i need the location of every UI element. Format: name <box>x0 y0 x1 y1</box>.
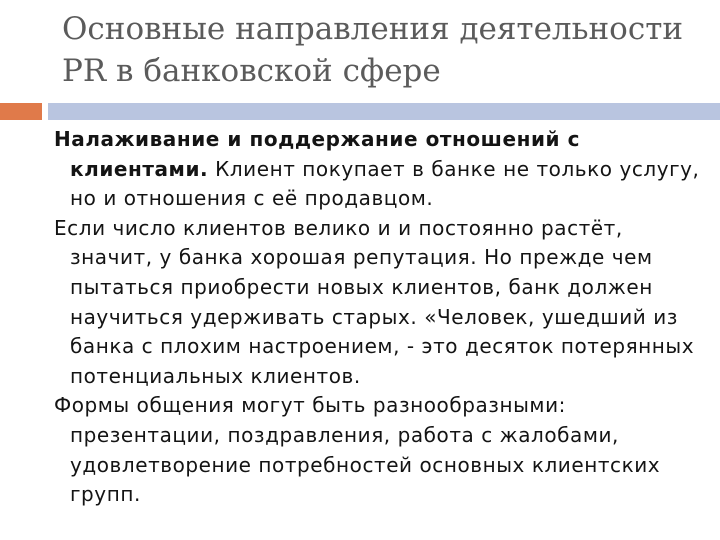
slide-body <box>54 125 704 510</box>
slide-title-line-2: PR в банковской сфере <box>62 53 441 89</box>
paragraph-reputation <box>54 214 704 392</box>
paragraph-text: Клиент покупает в банке не только услугу, но и отношения с её продавцом. <box>70 156 700 211</box>
paragraph-text: Если число клиентов велико и и постоянно растёт, значит, у банка хорошая репутация. Но прежде чем пытаться приобрести новых клиентов, банк должен научиться удерживать старых. «Человек, ушедший из банка с плохим настроением, - это десяток потерянных потенциальных клиентов. <box>54 215 695 388</box>
slide-title-line-1: Основные направления деятельности <box>62 11 683 47</box>
paragraph-bold-lead: Налаживание и поддержание отношений с клиентами. <box>54 127 580 181</box>
paragraph-relations <box>54 125 704 214</box>
slide-title <box>62 8 712 92</box>
accent-bar-orange <box>0 103 42 120</box>
accent-bar-blue <box>48 103 720 120</box>
paragraph-text: Формы общения могут быть разнообразными: презентации, поздравления, работа с жалобами, удовлетворение потребностей основных клиентских групп. <box>54 393 661 507</box>
paragraph-communication-forms <box>54 391 704 509</box>
